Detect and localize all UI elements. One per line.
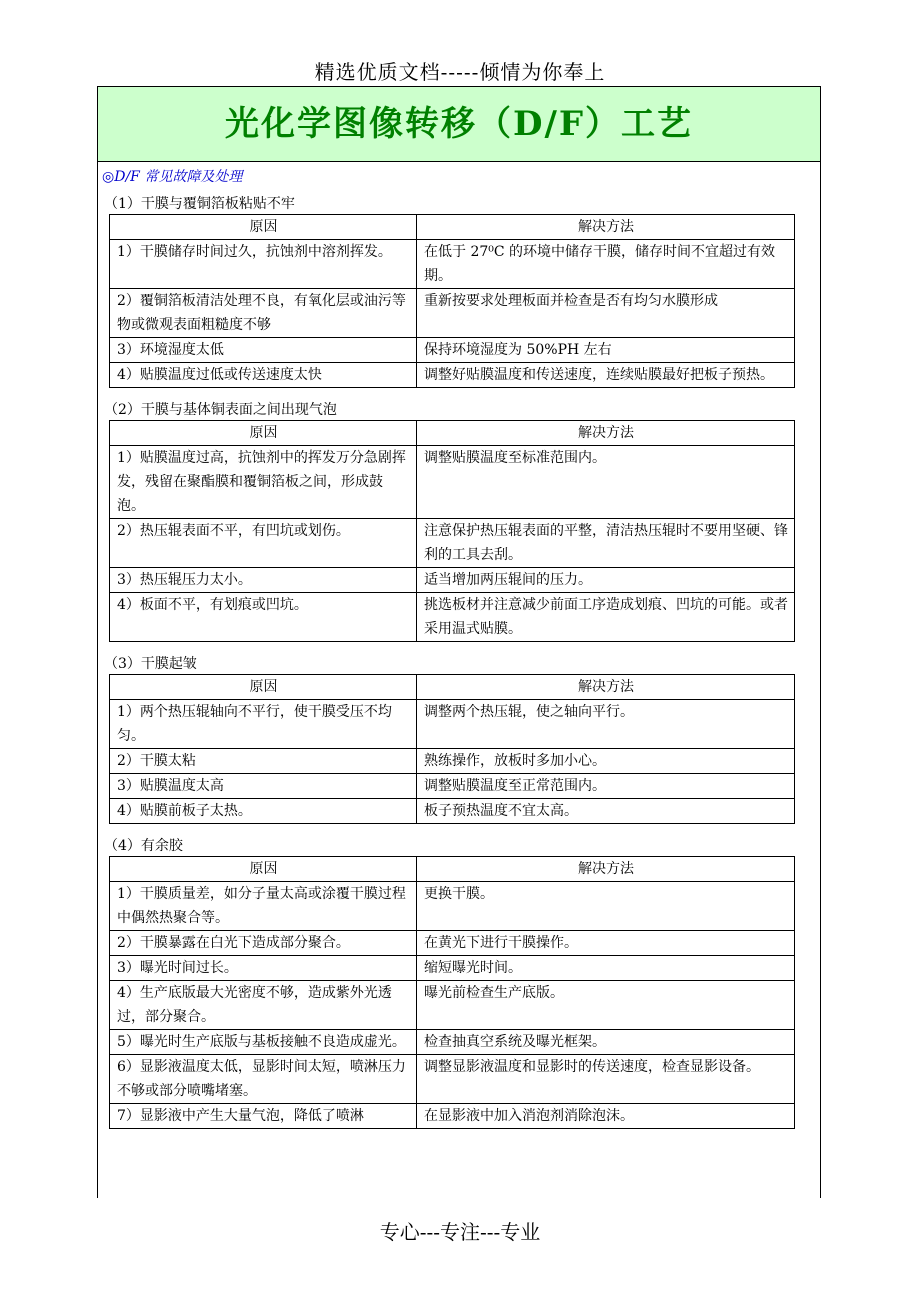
cause-cell: 3）贴膜温度太高 (110, 774, 417, 799)
cause-cell: 5）曝光时生产底版与基板接触不良造成虚光。 (110, 1030, 417, 1055)
table-row (110, 593, 795, 642)
solution-cell: 检查抽真空系统及曝光框架。 (417, 1030, 795, 1055)
document-frame (97, 86, 821, 1198)
solution-cell: 在显影液中加入消泡剂消除泡沫。 (417, 1104, 795, 1129)
table-row (110, 981, 795, 1030)
table-row (110, 799, 795, 824)
table-row (110, 1030, 795, 1055)
cause-cell: 2）热压辊表面不平，有凹坑或划伤。 (110, 519, 417, 568)
cause-cell: 4）贴膜温度过低或传送速度太快 (110, 363, 417, 388)
cause-cell: 1）干膜储存时间过久，抗蚀剂中溶剂挥发。 (110, 240, 417, 289)
table-row (110, 956, 795, 981)
section-title: （4）有余胶 (104, 838, 183, 854)
table-row (110, 931, 795, 956)
solution-cell: 曝光前检查生产底版。 (417, 981, 795, 1030)
table-row (110, 446, 795, 519)
table-row (110, 774, 795, 799)
cause-cell: 3）热压辊压力太小。 (110, 568, 417, 593)
table-row (110, 1055, 795, 1104)
solution-cell: 注意保护热压辊表面的平整，清洁热压辊时不要用坚硬、锋利的工具去刮。 (417, 519, 795, 568)
table-row (110, 519, 795, 568)
cause-column-header: 原因 (110, 421, 417, 446)
page-footer: 专心---专注---专业 (379, 1220, 541, 1244)
solution-cell: 缩短曝光时间。 (417, 956, 795, 981)
cause-cell: 6）显影液温度太低，显影时间太短，喷淋压力不够或部分喷嘴堵塞。 (110, 1055, 417, 1104)
cause-cell: 4）生产底版最大光密度不够，造成紫外光透过，部分聚合。 (110, 981, 417, 1030)
fault-table (109, 674, 795, 824)
solution-cell: 调整贴膜温度至正常范围内。 (417, 774, 795, 799)
cause-column-header: 原因 (110, 215, 417, 240)
section-title: （3）干膜起皱 (104, 656, 197, 672)
table-row (110, 338, 795, 363)
fault-table (109, 856, 795, 1129)
fault-sections (98, 194, 820, 1129)
fault-table (109, 214, 795, 388)
solution-cell: 挑选板材并注意减少前面工序造成划痕、凹坑的可能。或者采用温式贴膜。 (417, 593, 795, 642)
document-title: 光化学图像转移（D/F）工艺 (98, 87, 820, 162)
solution-cell: 调整贴膜温度至标准范围内。 (417, 446, 795, 519)
table-row (110, 1104, 795, 1129)
cause-cell: 4）板面不平，有划痕或凹坑。 (110, 593, 417, 642)
cause-cell: 3）环境湿度太低 (110, 338, 417, 363)
solution-column-header: 解决方法 (417, 215, 795, 240)
solution-cell: 在黄光下进行干膜操作。 (417, 931, 795, 956)
solution-column-header: 解决方法 (417, 675, 795, 700)
faults-subheading: ◎D/F 常见故障及处理 (102, 169, 243, 185)
solution-cell: 板子预热温度不宜太高。 (417, 799, 795, 824)
cause-cell: 2）覆铜箔板清洁处理不良，有氧化层或油污等物或微观表面粗糙度不够 (110, 289, 417, 338)
section-title: （1）干膜与覆铜箔板粘贴不牢 (104, 196, 295, 212)
fault-table (109, 420, 795, 642)
cause-cell: 2）干膜暴露在白光下造成部分聚合。 (110, 931, 417, 956)
cause-column-header: 原因 (110, 675, 417, 700)
table-row (110, 882, 795, 931)
table-header-row (110, 215, 795, 240)
table-header-row (110, 857, 795, 882)
solution-column-header: 解决方法 (417, 857, 795, 882)
solution-cell: 调整好贴膜温度和传送速度，连续贴膜最好把板子预热。 (417, 363, 795, 388)
table-row (110, 700, 795, 749)
table-row (110, 363, 795, 388)
solution-cell: 调整显影液温度和显影时的传送速度，检查显影设备。 (417, 1055, 795, 1104)
page-header: 精选优质文档-----倾情为你奉上 (314, 60, 606, 84)
cause-cell: 2）干膜太粘 (110, 749, 417, 774)
section-title: （2）干膜与基体铜表面之间出现气泡 (104, 402, 337, 418)
solution-cell: 更换干膜。 (417, 882, 795, 931)
cause-cell: 3）曝光时间过长。 (110, 956, 417, 981)
cause-cell: 1）两个热压辊轴向不平行，使干膜受压不均匀。 (110, 700, 417, 749)
cause-cell: 1）干膜质量差，如分子量太高或涂覆干膜过程中偶然热聚合等。 (110, 882, 417, 931)
cause-column-header: 原因 (110, 857, 417, 882)
solution-cell: 在低于 27⁰C 的环境中储存干膜，储存时间不宜超过有效期。 (417, 240, 795, 289)
table-row (110, 749, 795, 774)
table-header-row (110, 421, 795, 446)
solution-cell: 熟练操作，放板时多加小心。 (417, 749, 795, 774)
table-header-row (110, 675, 795, 700)
table-row (110, 240, 795, 289)
cause-cell: 4）贴膜前板子太热。 (110, 799, 417, 824)
cause-cell: 7）显影液中产生大量气泡，降低了喷淋 (110, 1104, 417, 1129)
table-row (110, 289, 795, 338)
solution-cell: 适当增加两压辊间的压力。 (417, 568, 795, 593)
solution-cell: 重新按要求处理板面并检查是否有均匀水膜形成 (417, 289, 795, 338)
solution-column-header: 解决方法 (417, 421, 795, 446)
solution-cell: 调整两个热压辊，使之轴向平行。 (417, 700, 795, 749)
table-row (110, 568, 795, 593)
cause-cell: 1）贴膜温度过高，抗蚀剂中的挥发万分急剧挥发，残留在聚酯膜和覆铜箔板之间，形成鼓泡。 (110, 446, 417, 519)
solution-cell: 保持环境湿度为 50%PH 左右 (417, 338, 795, 363)
